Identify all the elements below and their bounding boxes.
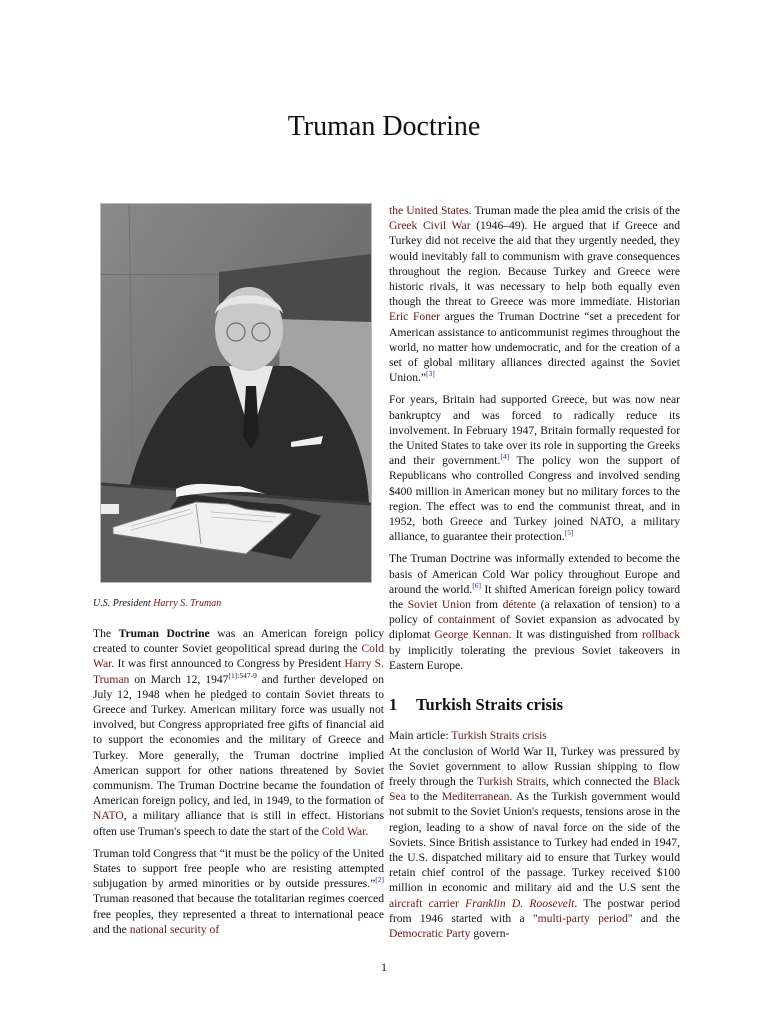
reference-5[interactable]: [5] <box>564 528 574 538</box>
link-george-kennan[interactable]: George Kennan <box>434 628 509 642</box>
right-column <box>389 203 680 948</box>
text: . The postwar period from 1946 started with a " <box>389 896 681 925</box>
link-national-security-cont[interactable]: the United States <box>389 204 469 217</box>
section-1-paragraph-1 <box>389 744 680 942</box>
main-article-label: Main article: <box>389 729 452 743</box>
link-democratic-party[interactable]: Democratic Party <box>389 926 471 940</box>
section-number: 1 <box>389 695 398 715</box>
text: Truman reasoned that because the totalitarian regimes coerced free peoples, they represented a threat to international peace and the <box>93 892 384 936</box>
link-black-sea[interactable]: Black Sea <box>389 774 681 804</box>
link-detente[interactable]: détente <box>502 598 537 612</box>
figure-caption <box>93 598 221 609</box>
link-containment[interactable]: containment <box>437 613 496 627</box>
reference-1[interactable]: [1] <box>228 670 238 680</box>
link-mediterranean[interactable]: Mediterranean <box>441 790 510 804</box>
text: on March 12, 1947 <box>129 672 229 686</box>
text: to the <box>405 790 442 804</box>
text: . Truman made the plea amid the crisis of the <box>468 204 680 217</box>
text: govern- <box>470 926 510 940</box>
page-number: 1 <box>381 960 387 974</box>
link-aircraft-carrier[interactable]: aircraft carrier <box>389 896 459 910</box>
text: . It was first announced to Congress by President <box>111 657 345 671</box>
intro-paragraph-2-start <box>93 846 384 937</box>
link-harry-s-truman[interactable]: Harry S. Truman <box>93 657 384 686</box>
truman-portrait-image <box>100 203 372 583</box>
text: was an American foreign policy created to counter Soviet geopolitical spread during the <box>93 627 384 656</box>
left-column <box>93 626 384 944</box>
text: of Soviet expansion as advocated by diplomat <box>389 613 680 642</box>
section-title: Turkish Straits crisis <box>416 695 564 715</box>
link-soviet-union[interactable]: Soviet Union <box>407 598 471 612</box>
text: and further developed on July 12, 1948 when he pledged to contain Soviet threats to Greece and Turkey. American military force was usually not involved, but Congress appropriated free gifts of financial aid to support the economies and the military of Greece and Turkey. More generally, the Truman doctrine implied American support for other nations threatened by Soviet communism. The Truman Doctrine became the foundation of American foreign policy, and led, in 1949, to the formation of <box>93 672 384 808</box>
reference-4[interactable]: [4] <box>500 452 510 462</box>
text: The Truman Doctrine was informally extended to become the basis of American Cold War policy throughout Europe and around the world. <box>389 552 680 596</box>
text: At the conclusion of World War II, Turkey was pressured by the Soviet government to allow Russian shipping to flow freely through the <box>389 744 680 788</box>
text: It shifted American foreign policy toward the <box>389 582 680 612</box>
reference-3[interactable]: [3] <box>426 369 435 379</box>
link-turkish-straits-crisis[interactable]: Turkish Straits crisis <box>451 729 547 743</box>
bold-term: Truman Doctrine <box>118 627 210 640</box>
text: , which connected the <box>545 774 653 788</box>
text: argues the Truman Doctrine “set a precedent for American assistance to anticommunist regimes throughout the world, no matter how undemocratic, and for the creation of a set of global military alliances directed against the Soviet Union.” <box>389 310 680 385</box>
text: . <box>365 824 369 838</box>
text: For years, Britain had supported Greece, but was now near bankruptcy and was forced to radically reduce its involvement. In February 1947, Britain formally requested for the United States to take over its role in supporting the Greeks and their government. <box>389 393 680 468</box>
link-national-security[interactable]: national security of <box>129 922 220 936</box>
link-franklin-d-roosevelt[interactable]: Franklin D. Roosevelt <box>465 896 575 910</box>
text: The policy won the support of Republicans who controlled Congress and involved sending $400 million in American money but no military forces to the region. The effect was to end the communist threat, and in 1952, both Greece and Turkey joined NATO, a military alliance, to guarantee their protection. <box>389 454 680 544</box>
main-article-note <box>389 728 680 743</box>
reference-1-pages: :547-9 <box>237 670 257 680</box>
text: . It was distinguished from <box>508 628 642 642</box>
reference-6[interactable]: [6] <box>472 581 481 591</box>
reference-2[interactable]: [2] <box>375 875 384 885</box>
portrait-photo-icon <box>101 204 371 582</box>
intro-paragraph-4 <box>389 551 680 673</box>
link-rollback[interactable]: rollback <box>642 628 680 642</box>
link-cold-war-2[interactable]: Cold War <box>321 824 366 838</box>
text: by implicitly tolerating the previous Soviet takeovers in Eastern Europe. <box>389 643 680 672</box>
text: . As the Turkish government would not submit to the Soviet Union's requests, tensions arose in the region, leading to a show of naval force on the side of the Soviets. Since British assistance to Turkey had ended in 1947, the U.S. dispatched military aid to ensure that Turkey would retain chief control of the passage. Turkey received $100 million in economic and military aid and the U.S sent the <box>389 790 680 895</box>
section-heading-turkish-straits <box>389 695 680 715</box>
link-turkish-straits[interactable]: Turkish Straits <box>477 774 546 788</box>
intro-paragraph-2-continued <box>389 203 680 385</box>
link-greek-civil-war[interactable]: Greek Civil War <box>389 219 471 233</box>
page-title: Truman Doctrine <box>287 111 481 142</box>
caption-prefix: U.S. President <box>93 598 154 609</box>
text: (1946–49). He argued that if Greece and Turkey did not receive the aid that they urgently needed, they would inevitably fall to communism with grave consequences throughout the region. Because Turkey and Greece were historic rivals, it was necessary to help both equally even though the threat to Greece was more immediate. Historian <box>389 219 680 309</box>
text: The <box>93 627 119 640</box>
link-harry-s-truman-caption[interactable]: Harry S. Truman <box>153 598 222 609</box>
link-multi-party-period[interactable]: multi-party period <box>537 911 628 925</box>
link-nato[interactable]: NATO <box>93 809 124 823</box>
intro-paragraph-3 <box>389 392 680 544</box>
text: , a military alliance that is still in effect. Historians often use Truman's speech to date the start of the <box>93 809 384 838</box>
text: " and the <box>627 911 680 925</box>
link-eric-foner[interactable]: Eric Foner <box>389 310 441 324</box>
text: (a relaxation of tension) to a policy of <box>389 598 680 627</box>
intro-paragraph-1 <box>93 626 384 839</box>
text: Truman told Congress that “it must be the policy of the United States to support free people who are resisting attempted subjugation by armed minorities or by outside pressures.” <box>93 846 384 891</box>
text: from <box>470 598 503 612</box>
link-cold-war[interactable]: Cold War <box>93 642 384 671</box>
